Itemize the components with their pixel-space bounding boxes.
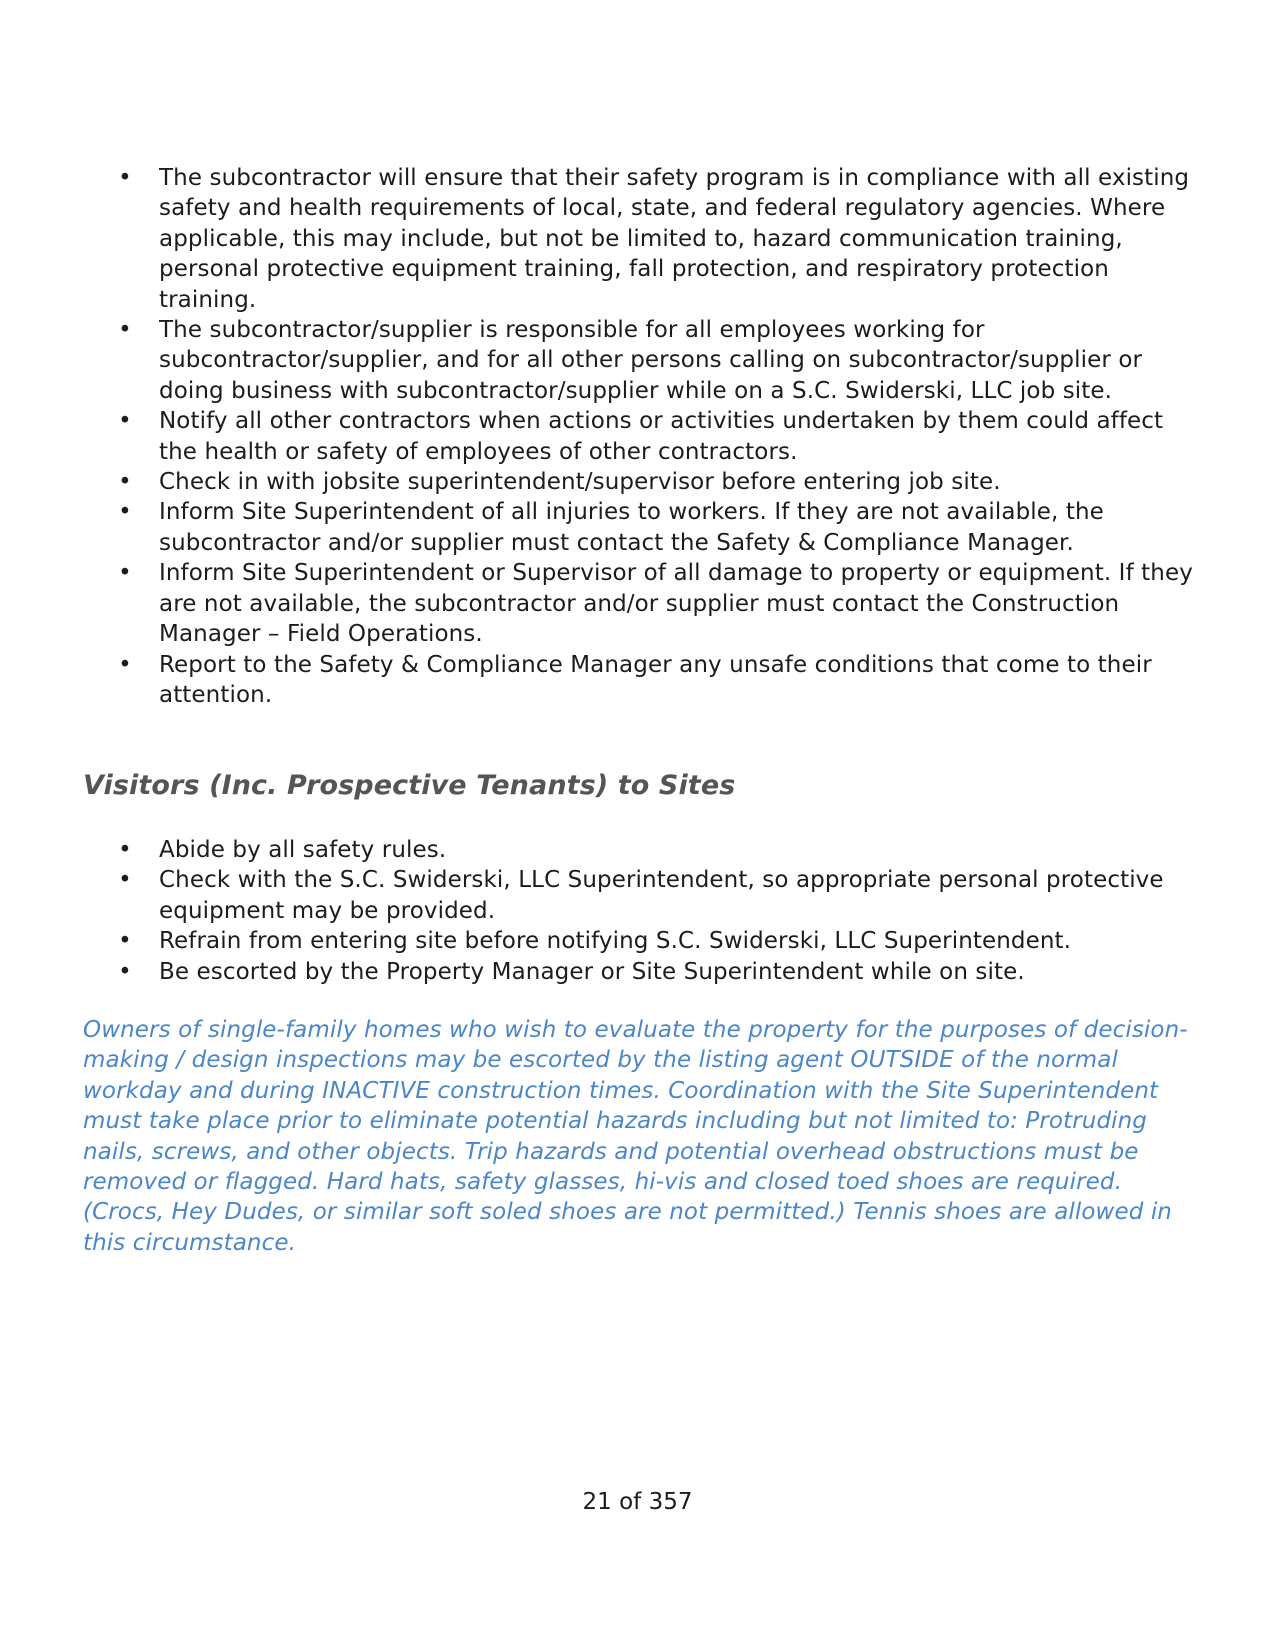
list-item (118, 865, 1198, 926)
bullet-icon: • (118, 560, 132, 587)
list-item-text: Refrain from entering site before notifying S.C. Swiderski, LLC Superintendent. (159, 928, 1072, 955)
visitors-section-heading: Visitors (Inc. Prospective Tenants) to Sites (83, 770, 736, 801)
bullet-icon: • (118, 469, 132, 496)
list-item-text: The subcontractor will ensure that their safety program is in compliance with all existing safety and health requirements of local, state, and federal regulatory agencies. Where applicable, this may include, but not be limited to, hazard communication training, personal protective equipment training, fall protection, and respiratory protection training. (159, 165, 1190, 313)
bullet-icon: • (118, 837, 132, 863)
list-item (118, 497, 1198, 558)
list-item-text: Check with the S.C. Swiderski, LLC Superintendent, so appropriate personal protective equipment may be provided. (159, 867, 1164, 924)
list-item-text: Notify all other contractors when actions or activities undertaken by them could affect the health or safety of employees of other contractors. (159, 408, 1164, 465)
list-item (118, 650, 1198, 711)
list-item-text: Report to the Safety & Compliance Manager any unsafe conditions that come to their attention. (159, 651, 1152, 708)
bullet-icon: • (118, 867, 132, 894)
list-item-text: Inform Site Superintendent of all injuries to workers. If they are not available, the subcontractor and/or supplier must contact the Safety & Compliance Manager. (159, 499, 1104, 556)
list-item-text: Abide by all safety rules. (159, 837, 447, 863)
bullet-icon: • (118, 317, 132, 344)
list-item (118, 467, 1198, 497)
list-item (118, 406, 1198, 467)
list-item (118, 926, 1198, 956)
list-item-text: The subcontractor/supplier is responsible for all employees working for subcontractor/supplier, and for all other persons calling on subcontractor/supplier or doing business with subcontractor/supplier while on a S.C. Swiderski, LLC job site. (159, 317, 1143, 404)
list-item (118, 957, 1198, 987)
subcontractor-responsibilities-list (118, 163, 1198, 710)
visitors-rules-list (118, 835, 1198, 987)
list-item (118, 558, 1198, 649)
list-item (118, 315, 1198, 406)
list-item-text: Be escorted by the Property Manager or Site Superintendent while on site. (159, 958, 1025, 985)
bullet-icon: • (118, 958, 132, 985)
bullet-icon: • (118, 408, 132, 435)
page-number: 21 of 357 (582, 1489, 693, 1515)
list-item (118, 835, 1198, 865)
bullet-icon: • (118, 165, 132, 191)
owners-inspection-note: Owners of single-family homes who wish to evaluate the property for the purposes of decision-making / design inspections may be escorted by the listing agent OUTSIDE of the normal workday and during INACTIVE construction times. Coordination with the Site Superintendent must take place prior to eliminate potential hazards including but not limited to: Protruding nails, screws, and other objects. Trip hazards and potential overhead obstructions must be removed or flagged. Hard hats, safety glasses, hi-vis and closed toed shoes are required. (Crocs, Hey Dudes, or similar soft soled shoes are not permitted.) Tennis shoes are allowed in this circumstance. (83, 1017, 1188, 1256)
bullet-icon: • (118, 499, 132, 526)
bullet-icon: • (118, 928, 132, 955)
list-item-text: Check in with jobsite superintendent/supervisor before entering job site. (159, 469, 1001, 496)
list-item-text: Inform Site Superintendent or Supervisor of all damage to property or equipment. If they are not available, the subcontractor and/or supplier must contact the Construction Manager – Field Operations. (159, 560, 1193, 648)
list-item (118, 163, 1198, 315)
bullet-icon: • (118, 651, 132, 678)
